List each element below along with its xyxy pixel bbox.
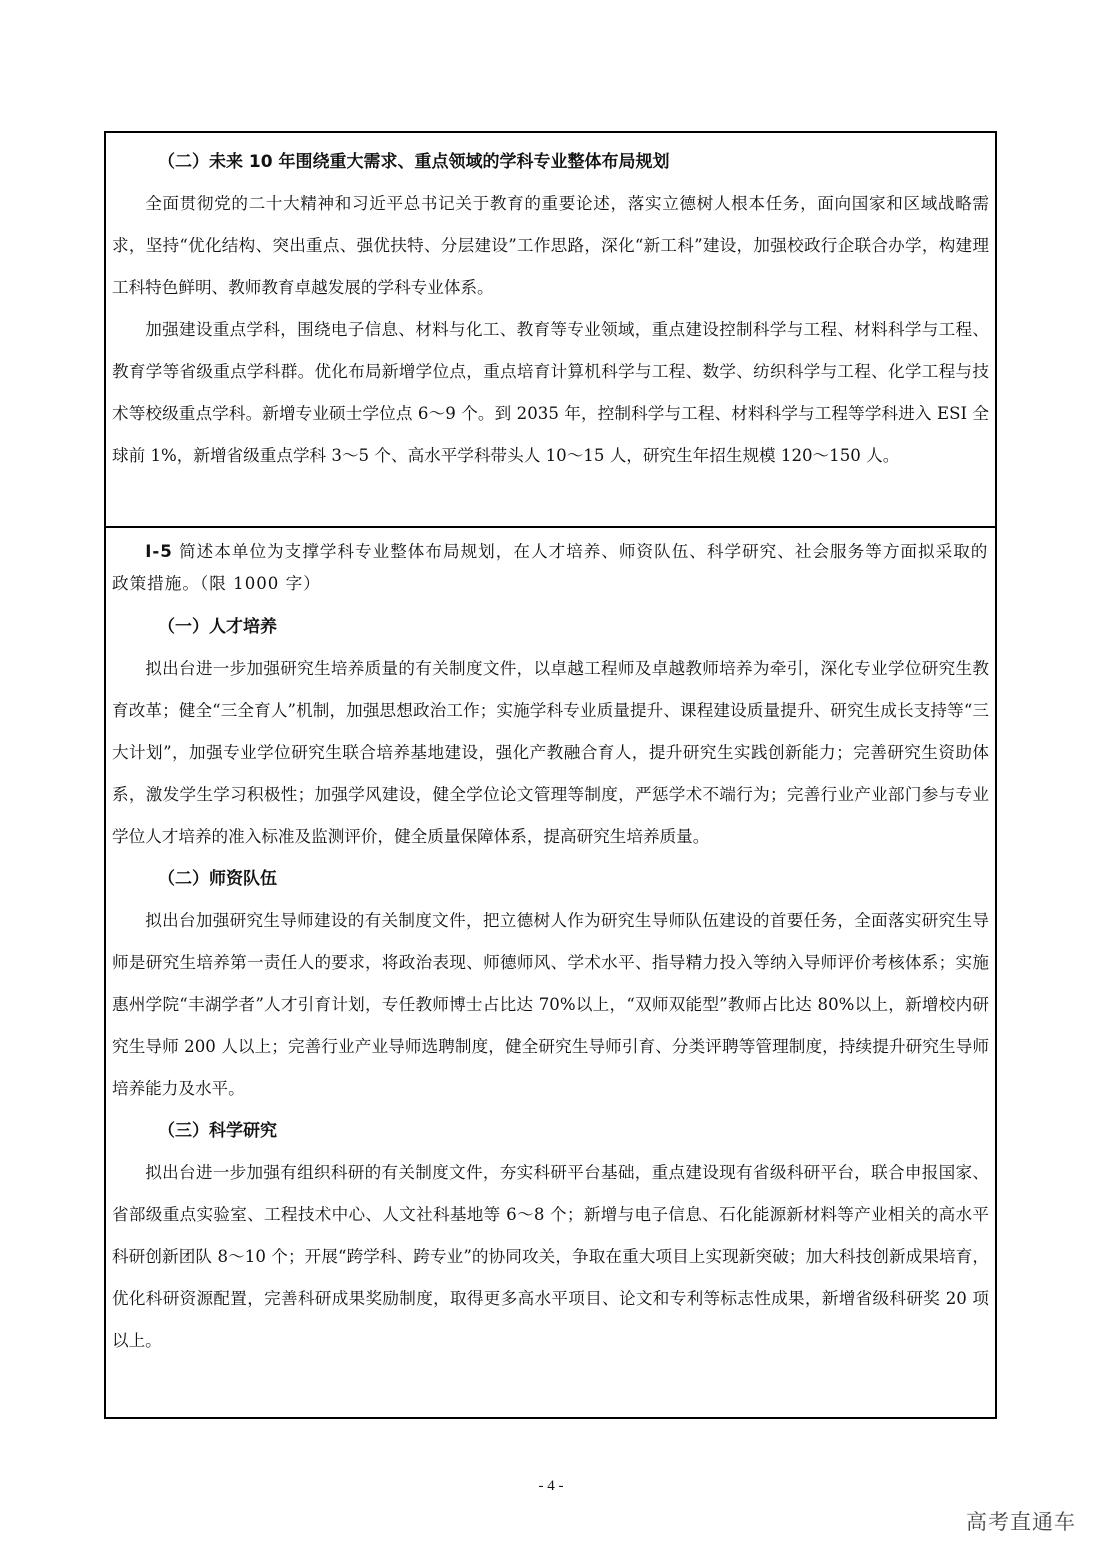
subsection-text-faculty: 拟出台加强研究生导师建设的有关制度文件，把立德树人作为研究生导师队伍建设的首要任务，全面落实研究生导师是研究生培养第一责任人的要求，将政治表现、师德师风、学术水平、指导精力投入等纳入导师评价考核体系；实施惠州学院“丰湖学者”人才引育计划，专任教师博士占比达 70%以上，“双师双能型”教师占比达 80%以上，新增校内研究生导师 200 人以上；完善行业产业导师选聘制度，健全研究生导师引育、分类评聘等管理制度，持续提升研究生导师培养能力及水平。 <box>112 911 989 1098</box>
paragraph: 加强建设重点学科，围绕电子信息、材料与化工、教育等专业领域，重点建设控制科学与工程、材料科学与工程、教育学等省级重点学科群。优化布局新增学位点，重点培育计算机科学与工程、数学、纺织科学与工程、化学工程与技术等校级重点学科。新增专业硕士学位点 6～9 个。到 2035 年，控制科学与工程、材料科学与工程等学科进入 ESI 全球前 1%，新增省级重点学科 3～5 个、高水平学科带头人 10～15 人，研究生年招生规模 120～150 人。 <box>112 320 989 465</box>
section-heading: （二）未来 10 年围绕重大需求、重点领域的学科专业整体布局规划 <box>158 152 670 172</box>
section-code: I-5 <box>145 542 173 561</box>
section-prompt <box>112 536 989 600</box>
subsection-heading-faculty: （二）师资队伍 <box>158 869 277 889</box>
subsection-text-talent: 拟出台进一步加强研究生培养质量的有关制度文件，以卓越工程师及卓越教师培养为牵引，深化专业学位研究生教育改革；健全“三全育人”机制，加强思想政治工作；实施学科专业质量提升、课程建设质量提升、研究生成长支持等“三大计划”，加强专业学位研究生联合培养基地建设，强化产教融合育人，提升研究生实践创新能力；完善研究生资助体系，激发学生学习积极性；加强学风建设，健全学位论文管理等制度，严惩学术不端行为；完善行业产业部门参与专业学位人才培养的准入标准及监测评价，健全质量保障体系，提高研究生培养质量。 <box>112 659 989 846</box>
subsection-heading-talent: （一）人才培养 <box>158 617 277 637</box>
policy-measures-section <box>104 526 997 1419</box>
paragraph: 全面贯彻党的二十大精神和习近平总书记关于教育的重要论述，落实立德树人根本任务，面向国家和区域战略需求，坚持“优化结构、突出重点、强优扶特、分层建设”工作思路，深化“新工科”建设，加强校政行企联合办学，构建理工科特色鲜明、教师教育卓越发展的学科专业体系。 <box>112 194 989 297</box>
prompt-text: 简述本单位为支撑学科专业整体布局规划，在人才培养、师资队伍、科学研究、社会服务等方面拟采取的政策措施。（限 1000 字） <box>112 542 989 593</box>
subsection-text-research: 拟出台进一步加强有组织科研的有关制度文件，夯实科研平台基础，重点建设现有省级科研平台，联合申报国家、省部级重点实验室、工程技术中心、人文社科基地等 6～8 个；新增与电子信息、石化能源新材料等产业相关的高水平科研创新团队 8～10 个；开展“跨学科、跨专业”的协同攻关，争取在重大项目上实现新突破；加大科技创新成果培育，优化科研资源配置，完善科研成果奖励制度，取得更多高水平项目、论文和专利等标志性成果，新增省级科研奖 20 项以上。 <box>112 1163 989 1350</box>
subsection-heading-research: （三）科学研究 <box>158 1121 277 1141</box>
page-number: - 4 - <box>538 1478 564 1494</box>
watermark-text: 高考直通车 <box>966 1510 1076 1534</box>
layout-plan-section <box>104 131 997 528</box>
